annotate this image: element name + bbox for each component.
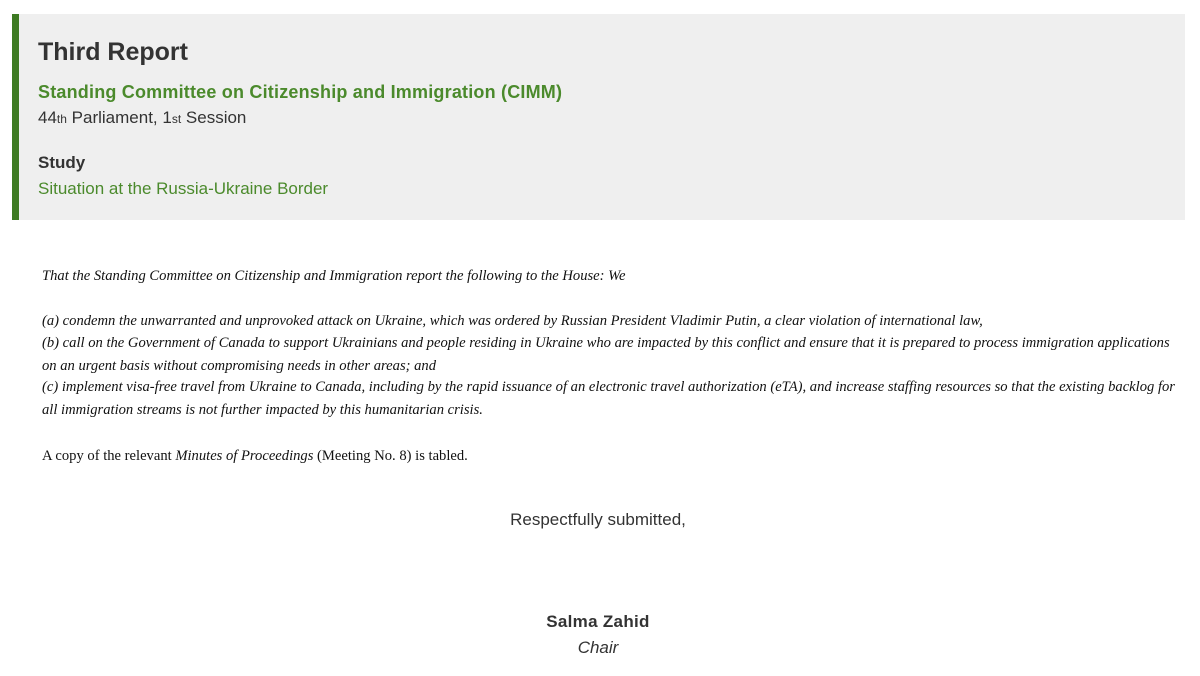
report-header [12, 14, 1185, 220]
session-label: Session [181, 108, 247, 127]
parliament-ordinal: th [56, 112, 67, 126]
session-number: 1 [162, 108, 172, 127]
minutes-note [42, 445, 1177, 468]
closing-submitted: Respectfully submitted, [510, 510, 686, 529]
chair-title: Chair [577, 638, 619, 657]
study-topic: Situation at the Russia-Ukraine Border [38, 179, 329, 198]
minutes-suffix: (Meeting No. 8) is tabled. [313, 448, 468, 464]
report-item-b: (b) call on the Government of Canada to support Ukrainians and people residing in Ukraine who are impacted by this conflict and ensure that it is prepared to process immigration applications on an urgent basis without compromising needs in other areas; and [42, 335, 1170, 374]
parliament-number: 44 [38, 108, 57, 127]
session-ordinal: st [171, 112, 182, 126]
chair-name: Salma Zahid [546, 612, 650, 631]
parliament-label: Parliament, [66, 108, 163, 127]
report-item-c: (c) implement visa-free travel from Ukraine to Canada, including by the rapid issuance of an electronic travel authorization (eTA), and increase staffing resources so that the existing backlog for all immigration streams is not further impacted by this humanitarian crisis. [42, 379, 1175, 418]
parliament-session [38, 106, 246, 131]
committee-name: Standing Committee on Citizenship and Immigration (CIMM) [38, 82, 563, 102]
minutes-prefix: A copy of the relevant [42, 448, 176, 464]
minutes-title: Minutes of Proceedings [175, 448, 314, 464]
report-intro: That the Standing Committee on Citizenship and Immigration report the following to the House: We [42, 268, 626, 284]
study-label: Study [38, 153, 86, 172]
report-item-a: (a) condemn the unwarranted and unprovoked attack on Ukraine, which was ordered by Russian President Vladimir Putin, a clear violation of international law, [42, 313, 983, 329]
report-title: Third Report [38, 38, 188, 66]
header-accent-bar [12, 14, 19, 220]
